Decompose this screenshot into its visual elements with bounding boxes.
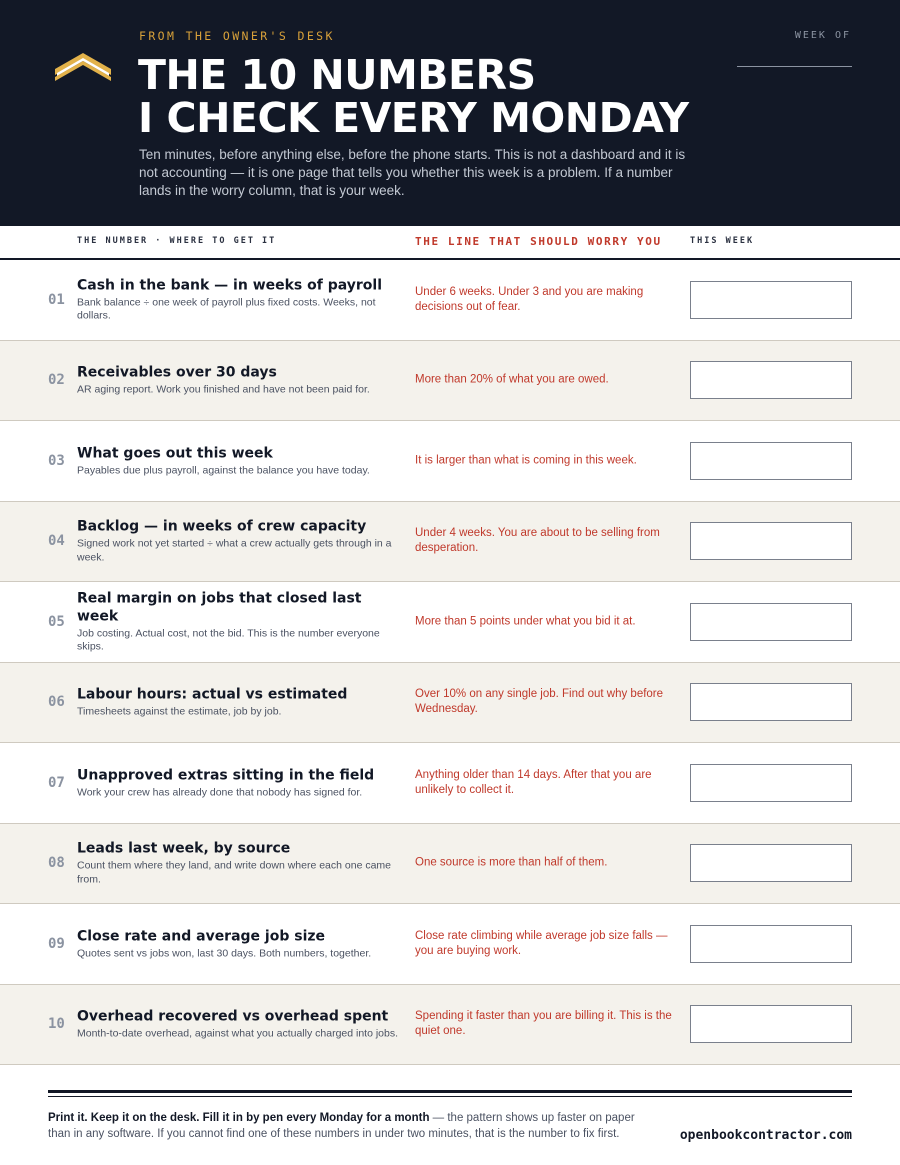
table-row [0,904,900,985]
week-of-field[interactable] [737,66,852,67]
row-number: 06 [48,694,65,711]
this-week-box[interactable] [690,925,852,963]
row-description: Month-to-date overhead, against what you actually charged into jobs. [77,1027,399,1040]
table-row [0,663,900,744]
row-main [77,766,402,800]
footer-rule-thick [48,1090,852,1093]
row-title: Cash in the bank — in weeks of payroll [77,277,383,294]
row-description: Quotes sent vs jobs won, last 30 days. Both numbers, together. [77,947,372,959]
row-title: Backlog — in weeks of crew capacity [77,518,367,535]
chevron-logo-icon [55,51,111,81]
row-title: Real margin on jobs that closed last week [77,590,362,625]
row-description: Work your crew has already done that nobody has signed for. [77,786,363,798]
column-header-worry: THE LINE THAT SHOULD WORRY YOU [415,235,662,248]
footer-rule-thin [48,1096,852,1097]
this-week-box[interactable] [690,1005,852,1043]
row-worry-line: Over 10% on any single job. Find out why before Wednesday. [415,688,664,716]
table-row [0,260,900,341]
row-main [77,589,402,654]
row-worry-line: Spending it faster than you are billing it. This is the quiet one. [415,1010,672,1038]
this-week-box[interactable] [690,603,852,641]
row-number: 02 [48,372,65,389]
row-worry-line: Anything older than 14 days. After that you are unlikely to collect it. [415,768,652,796]
row-main [77,444,402,478]
this-week-box[interactable] [690,764,852,802]
row-description: Count them where they land, and write down where each one came from. [77,859,392,886]
footer-note [48,1110,648,1142]
row-worry-line: Under 6 weeks. Under 3 and you are making decisions out of fear. [415,285,644,313]
table-row [0,421,900,502]
column-header-number: THE NUMBER · WHERE TO GET IT [77,236,277,246]
numbers-table [0,260,900,1065]
row-number: 08 [48,855,65,872]
row-description: Signed work not yet started ÷ what a crew actually gets through in a week. [77,537,392,564]
row-title: Close rate and average job size [77,928,326,944]
this-week-box[interactable] [690,281,852,319]
row-number: 03 [48,452,65,469]
row-worry-line: Close rate climbing while average job size falls — you are buying work. [415,929,668,957]
this-week-box[interactable] [690,683,852,721]
this-week-box[interactable] [690,442,852,480]
row-main [77,840,402,887]
row-title: Receivables over 30 days [77,364,277,381]
row-number: 09 [48,935,65,952]
page-title [138,51,698,142]
table-row [0,743,900,824]
row-worry-line: One source is more than half of them. [415,856,608,869]
table-row [0,502,900,583]
column-headers [0,226,900,260]
row-number: 04 [48,533,65,550]
eyebrow: FROM THE OWNER'S DESK [139,29,335,43]
row-description: AR aging report. Work you finished and have not been paid for. [77,383,370,396]
this-week-box[interactable] [690,844,852,882]
row-title: Labour hours: actual vs estimated [77,686,348,703]
table-row [0,824,900,905]
table-row [0,985,900,1066]
row-worry-line: Under 4 weeks. You are about to be selling from desperation. [415,527,660,555]
header [0,0,900,226]
row-description: Timesheets against the estimate, job by job. [77,705,282,718]
title-line-2: I CHECK EVERY MONDAY [138,94,689,142]
row-worry-line: More than 5 points under what you bid it at. [415,615,636,628]
row-description: Bank balance ÷ one week of payroll plus fixed costs. Weeks, not dollars. [77,296,376,322]
row-description: Job costing. Actual cost, not the bid. This is the number everyone skips. [77,627,380,653]
table-row [0,341,900,422]
row-main [77,927,402,961]
this-week-box[interactable] [690,361,852,399]
title-line-1: THE 10 NUMBERS [138,51,536,99]
column-header-this-week: THIS WEEK [690,236,755,246]
row-number: 01 [48,291,65,308]
row-description: Payables due plus payroll, against the balance you have today. [77,464,370,476]
row-worry-line: More than 20% of what you are owed. [415,373,609,386]
footer-note-bold: Print it. Keep it on the desk. Fill it in by pen every Monday for a month [48,1112,430,1124]
week-of-label: WEEK OF [794,30,851,41]
this-week-box[interactable] [690,522,852,560]
row-main [77,518,402,565]
row-main [77,686,402,720]
row-main [77,364,402,398]
row-number: 05 [48,613,65,630]
table-row [0,582,900,663]
row-title: Overhead recovered vs overhead spent [77,1008,389,1025]
row-number: 10 [48,1016,65,1033]
row-title: Leads last week, by source [77,840,291,857]
footer-url[interactable]: openbookcontractor.com [679,1128,852,1143]
row-main [77,1008,402,1042]
row-title: What goes out this week [77,445,273,461]
row-title: Unapproved extras sitting in the field [77,767,375,783]
row-main [77,276,402,323]
footer-note-rest: — the pattern shows up faster on paper than in any software. If you cannot find one of these numbers in under two minutes, that is the number to fix first. [48,1112,635,1140]
page-subtitle: Ten minutes, before anything else, before the phone starts. This is not a dashboard and it is not accounting — it is one page that tells you whether this week is a problem. If a number lands in the worry column, that is your week. [139,147,686,198]
row-worry-line: It is larger than what is coming in this week. [415,454,637,467]
row-number: 07 [48,774,65,791]
